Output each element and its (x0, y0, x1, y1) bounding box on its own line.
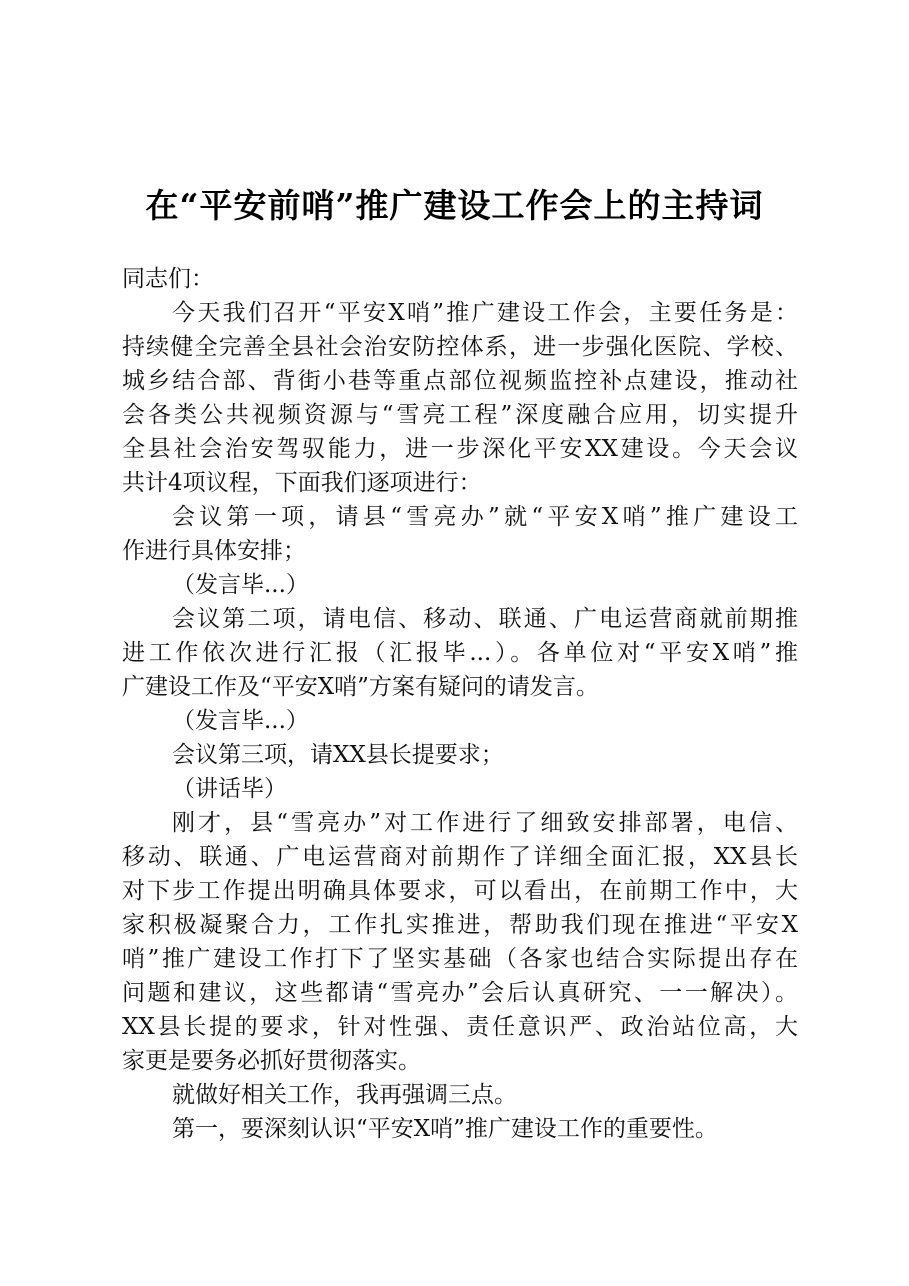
body-line: 共计4项议程，下面我们逐项进行： (122, 470, 482, 496)
body-line: 进工作依次进行汇报（汇报毕...）。各单位对“平安X哨”推 (122, 640, 798, 666)
body-line: 家更是要务必抓好贯彻落实。 (122, 1048, 421, 1074)
body-line: （讲话毕） (172, 776, 287, 802)
body-line: 哨”推广建设工作打下了坚实基础（各家也结合实际提出存在 (122, 946, 798, 972)
body-line: 会议第二项，请电信、移动、联通、广电运营商就前期推 (172, 606, 798, 632)
body-line: 问题和建议，这些都请“雪亮办”会后认真研究、一一解决）。 (122, 980, 798, 1006)
body-line: 第一，要深刻认识“平安X哨”推广建设工作的重要性。 (172, 1116, 718, 1142)
body-line: （发言毕...） (172, 572, 309, 598)
body-line: 广建设工作及“平安X哨”方案有疑问的请发言。 (122, 674, 599, 700)
document-title: 在“平安前哨”推广建设工作会上的主持词 (145, 186, 764, 225)
body-line: （发言毕...） (172, 708, 309, 734)
document-body (122, 262, 798, 1146)
body-line: 同志们： (122, 266, 214, 292)
body-line: 会议第三项，请XX县长提要求； (172, 742, 504, 768)
body-line: 作进行具体安排； (122, 538, 306, 564)
body-line: 家积极凝聚合力，工作扎实推进，帮助我们现在推进“平安X (122, 912, 798, 938)
body-line: 对下步工作提出明确具体要求，可以看出，在前期工作中，大 (122, 878, 798, 904)
body-line: 移动、联通、广电运营商对前期作了详细全面汇报，XX县长 (122, 844, 798, 870)
body-line: XX县长提的要求，针对性强、责任意识严、政治站位高，大 (122, 1014, 798, 1040)
body-line: 会议第一项，请县“雪亮办”就“平安X哨”推广建设工 (172, 504, 798, 530)
body-line: 城乡结合部、背街小巷等重点部位视频监控补点建设，推动社 (122, 368, 798, 394)
body-line: 今天我们召开“平安X哨”推广建设工作会，主要任务是： (172, 300, 798, 326)
body-line: 全县社会治安驾驭能力，进一步深化平安XX建设。今天会议 (122, 436, 798, 462)
body-line: 会各类公共视频资源与“雪亮工程”深度融合应用，切实提升 (122, 402, 798, 428)
body-line: 就做好相关工作，我再强调三点。 (172, 1082, 517, 1108)
body-line: 刚才，县“雪亮办”对工作进行了细致安排部署，电信、 (172, 810, 798, 836)
body-line: 持续健全完善全县社会治安防控体系，进一步强化医院、学校、 (122, 334, 798, 360)
